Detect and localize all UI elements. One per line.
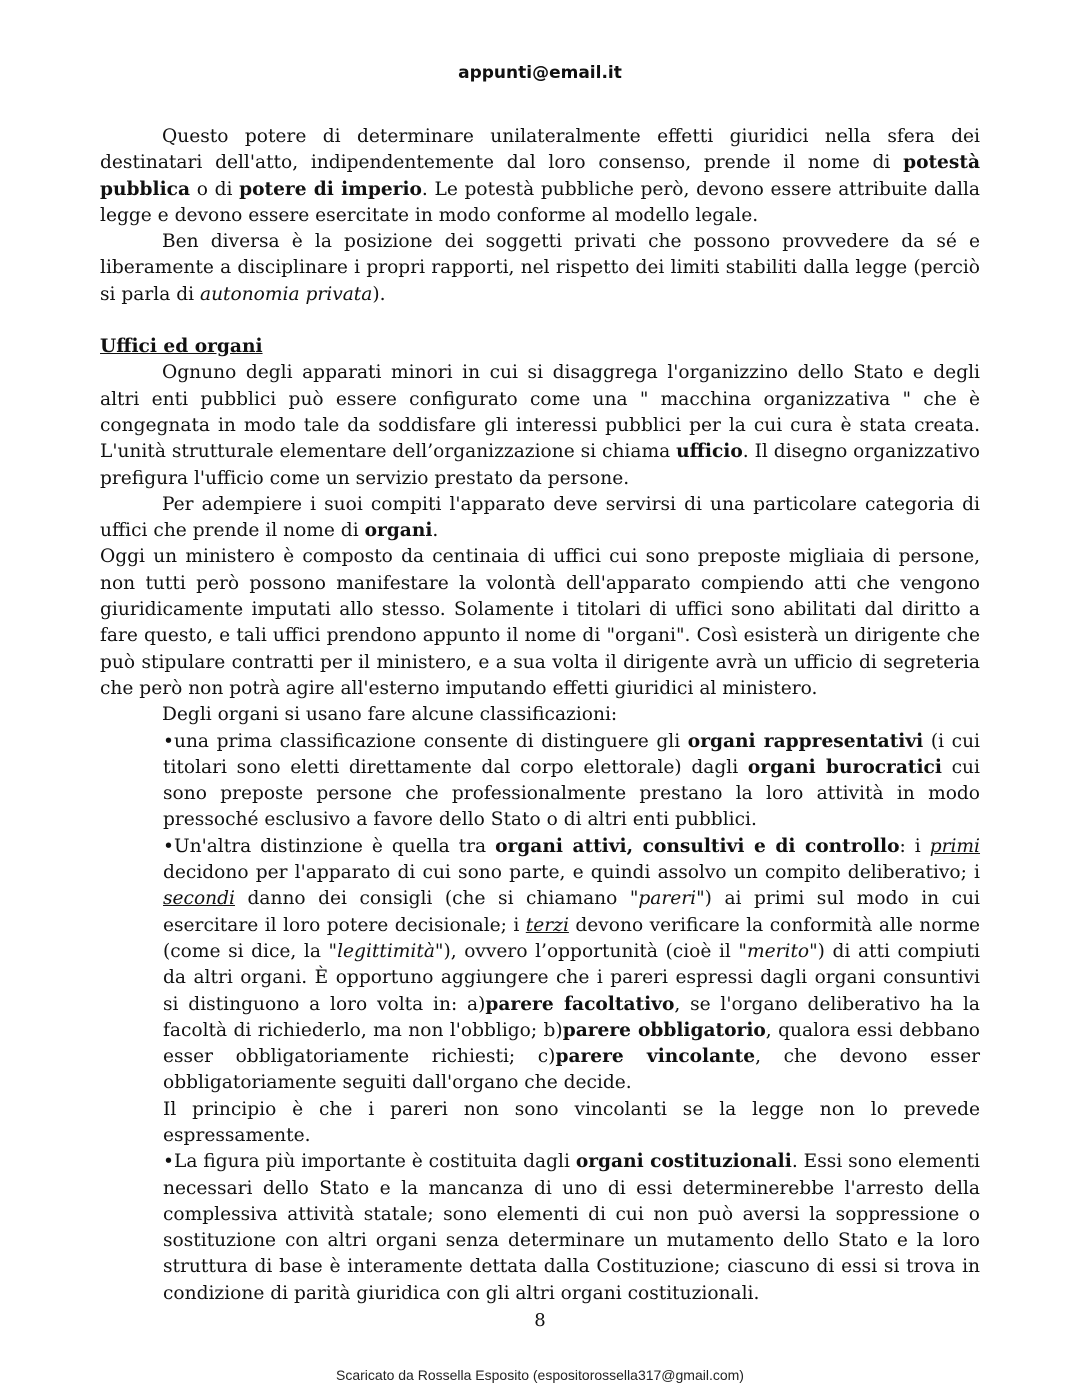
document-body — [100, 124, 980, 1307]
list-item-costituzionali: •La figura più importante è costituita dagli organi costituzionali. Essi sono elementi necessari dello Stato e la mancanza di uno di essi determinerebbe l'arresto della complessiva attività statale; sono elementi di cui non può aversi la soppressione o sostituzione con altri organi senza determinare un mutamento dello Stato e la loro struttura di base è interamente dettata dalla Costituzione; ciascuno di essi si trova in condizione di parità giuridica con gli altri organi costituzionali. — [163, 1151, 980, 1304]
paragraph-ministero: Oggi un ministero è composto da centinaia di uffici cui sono preposte migliaia di persone, non tutti però possono manifestare la volontà dell'apparato compiendo atti che vengono giuridicamente imputati allo stesso. Solamente i titolari di uffici sono abilitati dal diritto a fare questo, e tali uffici prendono appunto il nome di "organi". Così esisterà un dirigente che può stipulare contratti per il ministero, e a sua volta il dirigente avrà un ufficio di segreteria che però non potrà agire all'esterno imputando effetti giuridici al ministero. — [100, 546, 980, 699]
page-number: 8 — [534, 1310, 546, 1331]
download-footer: Scaricato da Rossella Esposito (espositorossella317@gmail.com) — [336, 1367, 744, 1383]
paragraph-potesta: Questo potere di determinare unilateralmente effetti giuridici nella sfera dei destinatari dell'atto, indipendentemente dal loro consenso, prende il nome di potestà pubblica o di potere di imperio. Le potestà pubbliche però, devono essere attribuite dalla legge e devono essere esercitate in modo conforme al modello legale. — [100, 126, 980, 226]
list-item-rappresentativi: •una prima classificazione consente di distinguere gli organi rappresentativi (i cui titolari sono eletti direttamente dal corpo elettorale) dagli organi burocratici cui sono preposte persone che professionalmente prestano la loro attività in modo pressoché esclusivo a favore dello Stato o di altri enti pubblici. — [163, 730, 981, 831]
paragraph-ufficio: Ognuno degli apparati minori in cui si disaggrega l'organizzino dello Stato e degli altri enti pubblici può essere configurato come una " macchina organizzativa " che è congegnata in modo tale da soddisfare gli interessi pubblici per la cui cura è stata creata. L'unità strutturale elementare dell’organizzazione si chiama ufficio. Il disegno organizzativo prefigura l'ufficio come un servizio prestato da persone. — [100, 362, 980, 489]
section-title: Uffici ed organi — [100, 336, 263, 358]
list-item-attivi-consultivi: •Un'altra distinzione è quella tra organi attivi, consultivi e di controllo: i primi decidono per l'apparato di cui sono parte, e quindi assolvo un compito deliberativo; i secondi danno dei consigli (che si chiamano "pareri") ai primi sul modo in cui esercitare il loro potere decisionale; i terzi devono verificare la conformità alle norme (come si dice, la "legittimità"), ovvero l’opportunità (cioè il "merito") di atti compiuti da altri organi. È opportuno aggiungere che i pareri espressi dagli organi consuntivi si distinguono a loro volta in: a)parere facoltativo, se l'organo deliberativo ha la facoltà di richiederlo, ma non l'obbligo; b)parere obbligatorio, qualora essi debbano esser obbligatoriamente richiesti; c)parere vincolante, che devono esser obbligatoriamente seguiti dall'organo che decide. — [163, 835, 981, 1094]
paragraph-principio: Il principio è che i pareri non sono vincolanti se la legge non lo prevede espressamente. — [163, 1098, 980, 1146]
paragraph-organi: Per adempiere i suoi compiti l'apparato deve servirsi di una particolare categoria di uffici che prende il nome di organi. — [100, 493, 980, 542]
paragraph-autonomia: Ben diversa è la posizione dei soggetti privati che possono provvedere da sé e liberamente a disciplinare i propri rapporti, nel rispetto dei limiti stabiliti dalla legge (perciò si parla di autonomia privata). — [100, 231, 980, 305]
paragraph-classificazioni: Degli organi si usano fare alcune classificazioni: — [162, 704, 618, 726]
header-email: appunti@email.it — [458, 63, 622, 83]
